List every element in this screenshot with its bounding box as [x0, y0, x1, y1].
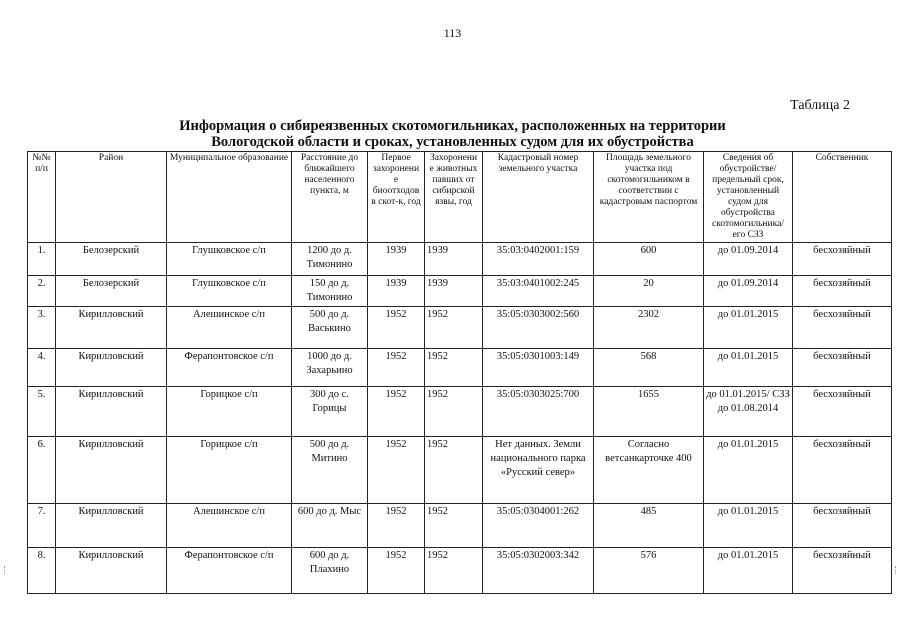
cell-cadastral: 35:05:0304001:262	[483, 504, 594, 548]
cell-first-burial: 1952	[368, 504, 425, 548]
header-row	[28, 152, 892, 243]
scan-edge-mark	[4, 566, 8, 574]
cell-distance: 1200 до д. Тимонино	[292, 243, 368, 276]
header-distance: Расстояние до ближайшего населенного пункта, м	[292, 152, 368, 243]
table-row	[28, 307, 892, 349]
cell-distance: 600 до д. Плахино	[292, 548, 368, 594]
cell-anthrax-burial: 1952	[425, 504, 483, 548]
cell-owner: бесхозяйный	[793, 276, 892, 307]
cell-district: Белозерский	[56, 276, 167, 307]
cell-num: 7.	[28, 504, 56, 548]
cell-num: 5.	[28, 387, 56, 437]
cell-first-burial: 1952	[368, 387, 425, 437]
cell-municipality: Алешинское с/п	[167, 504, 292, 548]
cell-district: Белозерский	[56, 243, 167, 276]
cell-anthrax-burial: 1952	[425, 349, 483, 387]
cell-distance: 500 до д. Митино	[292, 437, 368, 504]
cell-deadline: до 01.01.2015	[704, 307, 793, 349]
cell-first-burial: 1939	[368, 276, 425, 307]
cell-area: 1655	[594, 387, 704, 437]
cell-anthrax-burial: 1952	[425, 548, 483, 594]
cell-first-burial: 1952	[368, 349, 425, 387]
cell-first-burial: 1952	[368, 548, 425, 594]
cell-num: 8.	[28, 548, 56, 594]
cell-distance: 300 до с. Горицы	[292, 387, 368, 437]
cell-first-burial: 1939	[368, 243, 425, 276]
cell-deadline: до 01.09.2014	[704, 276, 793, 307]
table-row	[28, 349, 892, 387]
page-number: 113	[443, 26, 462, 40]
cell-distance: 600 до д. Мыс	[292, 504, 368, 548]
cell-num: 4.	[28, 349, 56, 387]
cell-municipality: Горицкое с/п	[167, 387, 292, 437]
cell-area: 600	[594, 243, 704, 276]
header-municipality: Муниципальное образование	[167, 152, 292, 243]
cell-cadastral: 35:03:0402001:159	[483, 243, 594, 276]
table-row	[28, 276, 892, 307]
cell-district: Кирилловский	[56, 504, 167, 548]
cell-owner: бесхозяйный	[793, 349, 892, 387]
header-anthrax-burial: Захоронени е животных павших от сибирской язвы, год	[425, 152, 483, 243]
cell-area: 20	[594, 276, 704, 307]
cell-distance: 1000 до д. Захарьино	[292, 349, 368, 387]
table-label: Таблица 2	[790, 98, 850, 113]
cell-distance: 500 до д. Васькино	[292, 307, 368, 349]
title-line-2: Вологодской области и сроках, установленных судом для их обустройства	[211, 134, 694, 150]
header-deadline: Сведения об обустройстве/ предельный срок, установленный судом для обустройства скотомогильника/ его СЗЗ	[704, 152, 793, 243]
header-first-burial: Первое захоронени е биоотходов в скот-к, год	[368, 152, 425, 243]
cell-num: 3.	[28, 307, 56, 349]
header-area: Площадь земельного участка под скотомогильником в соответствии с кадастровым паспортом	[594, 152, 704, 243]
scan-edge-mark	[895, 566, 899, 574]
cell-distance: 150 до д. Тимонино	[292, 276, 368, 307]
cell-municipality: Горицкое с/п	[167, 437, 292, 504]
table-title	[0, 118, 905, 150]
cell-anthrax-burial: 1939	[425, 243, 483, 276]
header-owner: Собственник	[793, 152, 892, 243]
cell-district: Кирилловский	[56, 387, 167, 437]
cell-municipality: Ферапонтовское с/п	[167, 548, 292, 594]
header-cadastral: Кадастровый номер земельного участка	[483, 152, 594, 243]
cell-cadastral: 35:03:0401002:245	[483, 276, 594, 307]
cell-municipality: Глушковское с/п	[167, 243, 292, 276]
cell-owner: бесхозяйный	[793, 504, 892, 548]
table-row	[28, 243, 892, 276]
cell-num: 6.	[28, 437, 56, 504]
cell-district: Кирилловский	[56, 437, 167, 504]
cell-district: Кирилловский	[56, 349, 167, 387]
cell-district: Кирилловский	[56, 548, 167, 594]
table-row	[28, 504, 892, 548]
cell-anthrax-burial: 1952	[425, 437, 483, 504]
header-district: Район	[56, 152, 167, 243]
cell-municipality: Алешинское с/п	[167, 307, 292, 349]
anthrax-burial-table	[27, 151, 892, 594]
table-row	[28, 387, 892, 437]
cell-owner: бесхозяйный	[793, 437, 892, 504]
cell-owner: бесхозяйный	[793, 548, 892, 594]
cell-cadastral: 35:05:0302003:342	[483, 548, 594, 594]
cell-anthrax-burial: 1952	[425, 307, 483, 349]
cell-first-burial: 1952	[368, 307, 425, 349]
cell-cadastral: Нет данных. Земли национального парка «Русский север»	[483, 437, 594, 504]
cell-area: 485	[594, 504, 704, 548]
cell-deadline: до 01.01.2015	[704, 437, 793, 504]
cell-area: 576	[594, 548, 704, 594]
cell-anthrax-burial: 1939	[425, 276, 483, 307]
cell-num: 1.	[28, 243, 56, 276]
cell-anthrax-burial: 1952	[425, 387, 483, 437]
cell-num: 2.	[28, 276, 56, 307]
cell-cadastral: 35:05:0301003:149	[483, 349, 594, 387]
cell-deadline: до 01.01.2015	[704, 349, 793, 387]
header-num: №№ п/п	[28, 152, 56, 243]
cell-area: Согласно ветсанкарточке 400	[594, 437, 704, 504]
cell-first-burial: 1952	[368, 437, 425, 504]
cell-deadline: до 01.09.2014	[704, 243, 793, 276]
cell-owner: бесхозяйный	[793, 243, 892, 276]
cell-municipality: Глушковское с/п	[167, 276, 292, 307]
cell-owner: бесхозяйный	[793, 387, 892, 437]
cell-cadastral: 35:05:0303025:700	[483, 387, 594, 437]
table-row	[28, 437, 892, 504]
title-line-1: Информация о сибиреязвенных скотомогильниках, расположенных на территории	[179, 118, 726, 134]
cell-municipality: Ферапонтовское с/п	[167, 349, 292, 387]
cell-cadastral: 35:05:0303002:560	[483, 307, 594, 349]
cell-deadline: до 01.01.2015	[704, 548, 793, 594]
cell-area: 2302	[594, 307, 704, 349]
table-row	[28, 548, 892, 594]
cell-deadline: до 01.01.2015	[704, 504, 793, 548]
cell-deadline: до 01.01.2015/ СЗЗ до 01.08.2014	[704, 387, 793, 437]
cell-owner: бесхозяйный	[793, 307, 892, 349]
cell-area: 568	[594, 349, 704, 387]
cell-district: Кирилловский	[56, 307, 167, 349]
